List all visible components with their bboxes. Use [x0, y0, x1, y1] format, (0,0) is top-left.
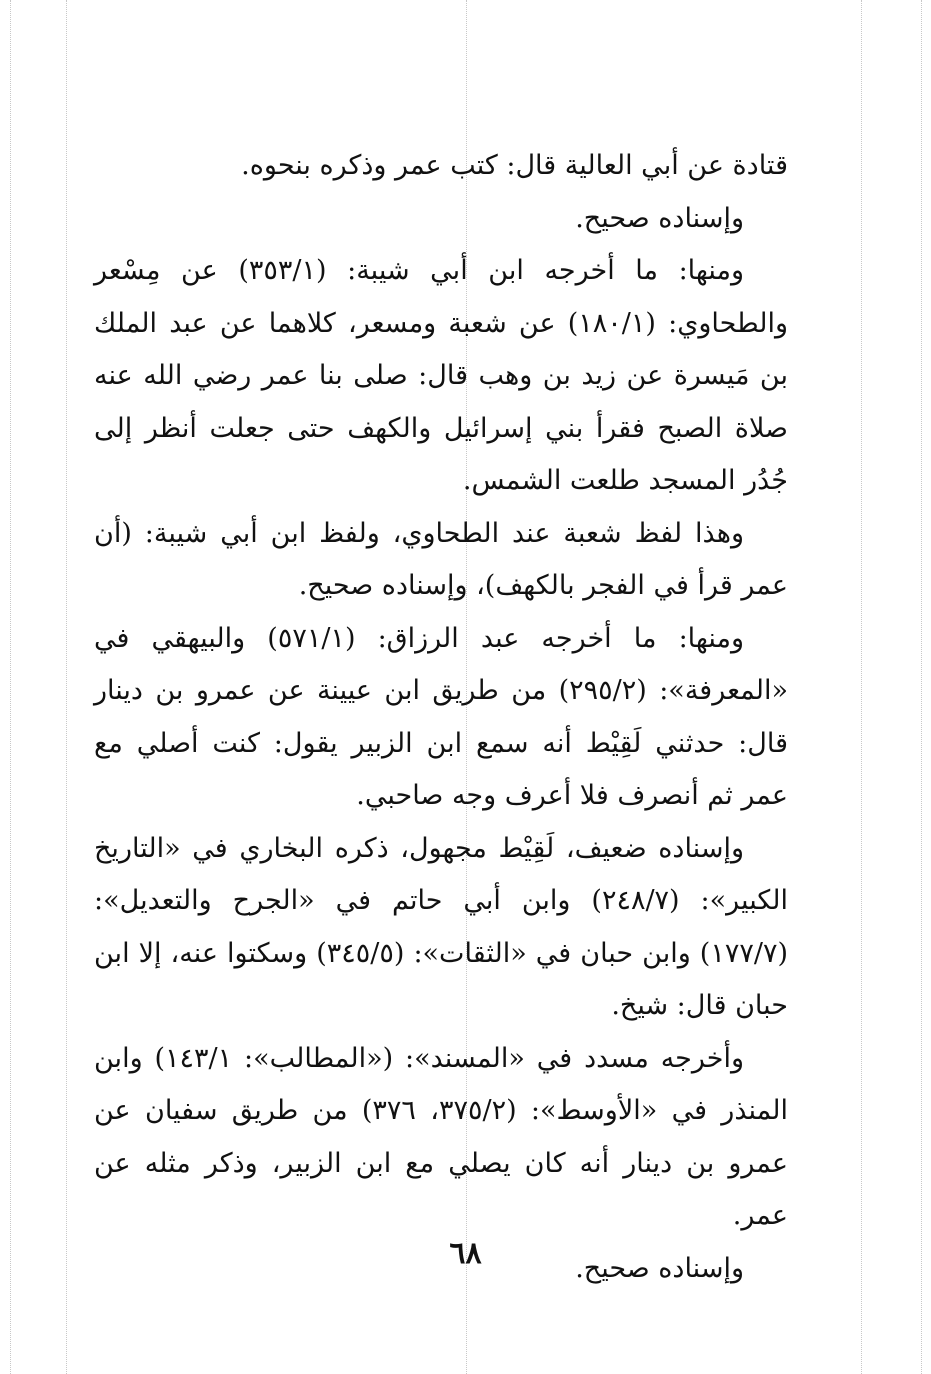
paragraph: قتادة عن أبي العالية قال: كتب عمر وذكره بنحوه.: [241, 150, 788, 181]
page-number: ٦٨: [449, 1236, 482, 1271]
paragraph: ومنها: ما أخرجه ابن أبي شيبة: (٣٥٣/١) عن مِسْعر والطحاوي: (١٨٠/١) عن شعبة ومسعر، كلاهما عن عبد الملك بن مَيسرة عن زيد بن وهب قال: صلى بنا عمر رضي الله عنه صلاة الصبح فقرأ بني إسرائيل والكهف حتى جعلت أنظر إلى جُدُر المسجد طلعت الشمس.: [94, 255, 788, 496]
scan-guide-line-left: [10, 0, 11, 1374]
scan-guide-line-right: [921, 0, 922, 1374]
paragraph: ومنها: ما أخرجه عبد الرزاق: (٥٧١/١) والبيهقي في «المعرفة»: (٢٩٥/٢) من طريق ابن عيينة عن عمرو بن دينار قال: حدثني لَقِيْط أنه سمع ابن الزبير يقول: كنت أصلي مع عمر ثم أنصرف فلا أعرف وجه صاحبي.: [94, 622, 788, 811]
paragraph: وإسناده صحيح.: [575, 202, 744, 234]
scan-guide-line-right-inner: [861, 0, 862, 1374]
paragraph: وإسناده ضعيف، لَقِيْط مجهول، ذكره البخاري في «التاريخ الكبير»: (٢٤٨/٧) وابن أبي حاتم في «الجرح والتعديل»: (١٧٧/٧) وابن حبان في «الثقات»: (٣٤٥/٥) وسكتوا عنه، إلا ابن حبان قال: شيخ.: [94, 832, 788, 1021]
scan-guide-line-left-inner: [66, 0, 67, 1374]
paragraph: وهذا لفظ شعبة عند الطحاوي، ولفظ ابن أبي شيبة: (أن عمر قرأ في الفجر بالكهف)، وإسناده صحيح.: [94, 517, 788, 601]
paragraph: وإسناده صحيح.: [575, 1252, 744, 1284]
paragraph: وأخرجه مسدد في «المسند»: («المطالب»: ١٤٣/١) وابن المنذر في «الأوسط»: (٣٧٥/٢، ٣٧٦) من طريق سفيان عن عمرو بن دينار أنه كان يصلي مع ابن الزبير، وذكر مثله عن عمر.: [94, 1042, 789, 1231]
page-body: [94, 140, 788, 1295]
